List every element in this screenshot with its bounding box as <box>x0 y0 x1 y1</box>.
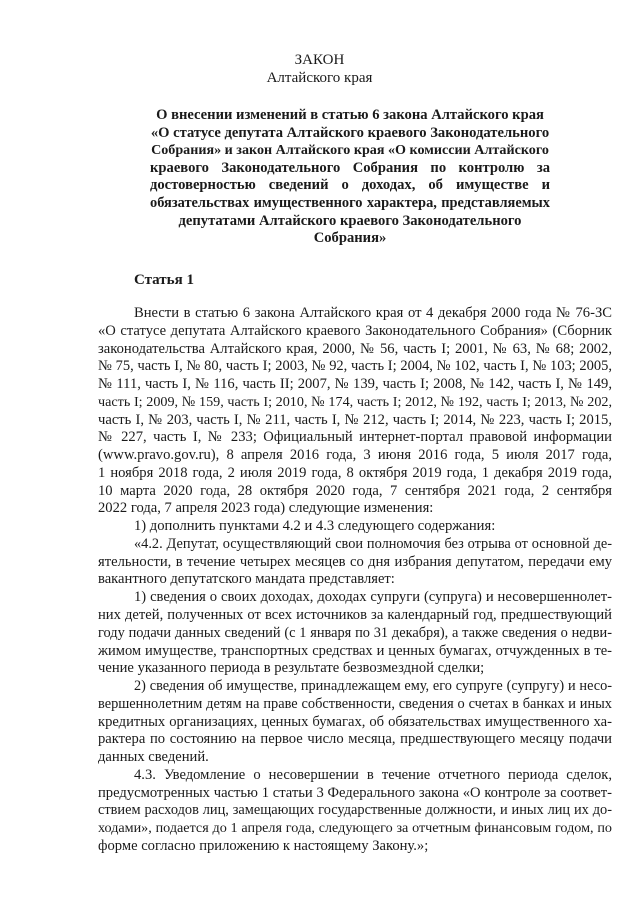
title-line: достоверностью сведений о доходах, об имуществе и <box>150 177 550 194</box>
body-line: № 111, часть I, № 116, часть II; 2007, № 139, часть I; 2008, № 142, часть I, № 149, <box>98 376 612 393</box>
body-line: 1) дополнить пунктами 4.2 и 4.3 следующего содержания: <box>134 518 496 535</box>
body-line: «О статусе депутата Алтайского краевого Законодательного Собрания» (Сборник <box>98 322 612 339</box>
article-heading: Статья 1 <box>134 272 194 288</box>
body-line: чение указанного периода в результате безвозмездной сделки; <box>98 660 485 677</box>
law-title <box>150 107 550 248</box>
title-line: О внесении изменений в статью 6 закона Алтайского края <box>156 107 544 123</box>
body-line: году подачи данных сведений (с 1 января по 31 декабря), а также сведения о недви- <box>98 624 612 641</box>
body-line: ятельности, в течение четырех месяцев со дня избрания депутатом, передачи ему <box>98 553 612 570</box>
body-line: них детей, полученных от всех источников за календарный год, предшествующий <box>98 607 612 624</box>
body-line: законодательства Алтайского края, 2000, № 56, часть I; 2001, № 63, № 68; 2002, <box>98 340 612 357</box>
title-line: краевого Законодательного Собрания по контролю за <box>150 159 550 176</box>
title-line: Собрания» <box>313 230 387 247</box>
body-line: «4.2. Депутат, осуществляющий свои полномочия без отрыва от основной де- <box>134 535 612 552</box>
body-line: 1) сведения о своих доходах, доходах супруги (супруга) и несовершеннолет- <box>134 589 612 606</box>
body-line: 10 марта 2020 года, 28 октября 2020 года, 7 сентября 2021 года, 2 сентября <box>98 482 612 499</box>
body-line: Внести в статью 6 закона Алтайского края от 4 декабря 2000 года № 76-ЗС <box>134 305 612 321</box>
body-line: предусмотренных частью 1 статьи 3 Федерального закона «О контроле за соответ- <box>98 784 612 801</box>
body-line: рактера по состоянию на первое число месяца, предшествующего месяцу подачи <box>98 731 612 748</box>
body-line: форме согласно приложению к настоящему Закону.»; <box>98 837 429 854</box>
law-label: ЗАКОН <box>294 52 345 68</box>
body-line: ходами», подается до 1 апреля года, следующего за отчетным финансовым годом, по <box>98 820 612 837</box>
title-line: Собрания» и закон Алтайского края «О комиссии Алтайского <box>151 142 549 159</box>
body-line: данных сведений. <box>98 749 209 766</box>
body-line: № 75, часть I, № 80, часть I; 2003, № 92, часть I; 2004, № 102, часть I, № 103; 2005, <box>98 358 612 375</box>
body-line: вершеннолетним детям на праве собственности, сведения о счетах в банках и иных <box>98 695 612 712</box>
body-line: 4.3. Уведомление о несовершении в течение отчетного периода сделок, <box>134 766 612 783</box>
body-line: вакантного депутатского мандата представляет: <box>98 571 395 588</box>
region-label: Алтайского края <box>266 70 373 86</box>
body-line: № 227, часть I, № 233; Официальный интернет-портал правовой информации <box>98 429 612 446</box>
body-line: часть I; 2009, № 159, часть I; 2010, № 174, часть I; 2012, № 192, часть I; 2013, № 202, <box>98 393 612 410</box>
body-line: (www.pravo.gov.ru), 8 апреля 2016 года, 3 июня 2016 года, 5 июля 2017 года, <box>98 447 612 464</box>
body-line: 2022 года, 7 апреля 2023 года) следующие изменения: <box>98 500 434 517</box>
title-line: депутатами Алтайского краевого Законодательного <box>178 212 522 229</box>
body-line: 2) сведения об имуществе, принадлежащем ему, его супруге (супругу) и несо- <box>134 678 612 695</box>
body-line: ствием расходов лиц, замещающих государственные должности, и иных лиц их до- <box>98 802 612 819</box>
body-line: жимом имуществе, транспортных средствах и ценных бумагах, отчужденных в те- <box>98 642 612 659</box>
body-line: часть I, № 203, часть I, № 211, часть I, № 212, часть I; 2014, № 223, часть I; 2015, <box>98 411 612 428</box>
title-line: обязательствах имущественного характера, представляемых <box>150 194 550 211</box>
body-line: кредитных организациях, ценных бумагах, об обязательствах имущественного ха- <box>98 713 612 730</box>
body-line: 1 ноября 2018 года, 2 июля 2019 года, 8 октября 2019 года, 1 декабря 2019 года, <box>98 464 612 481</box>
article-body <box>98 305 612 856</box>
title-line: «О статусе депутата Алтайского краевого Законодательного <box>150 124 550 141</box>
